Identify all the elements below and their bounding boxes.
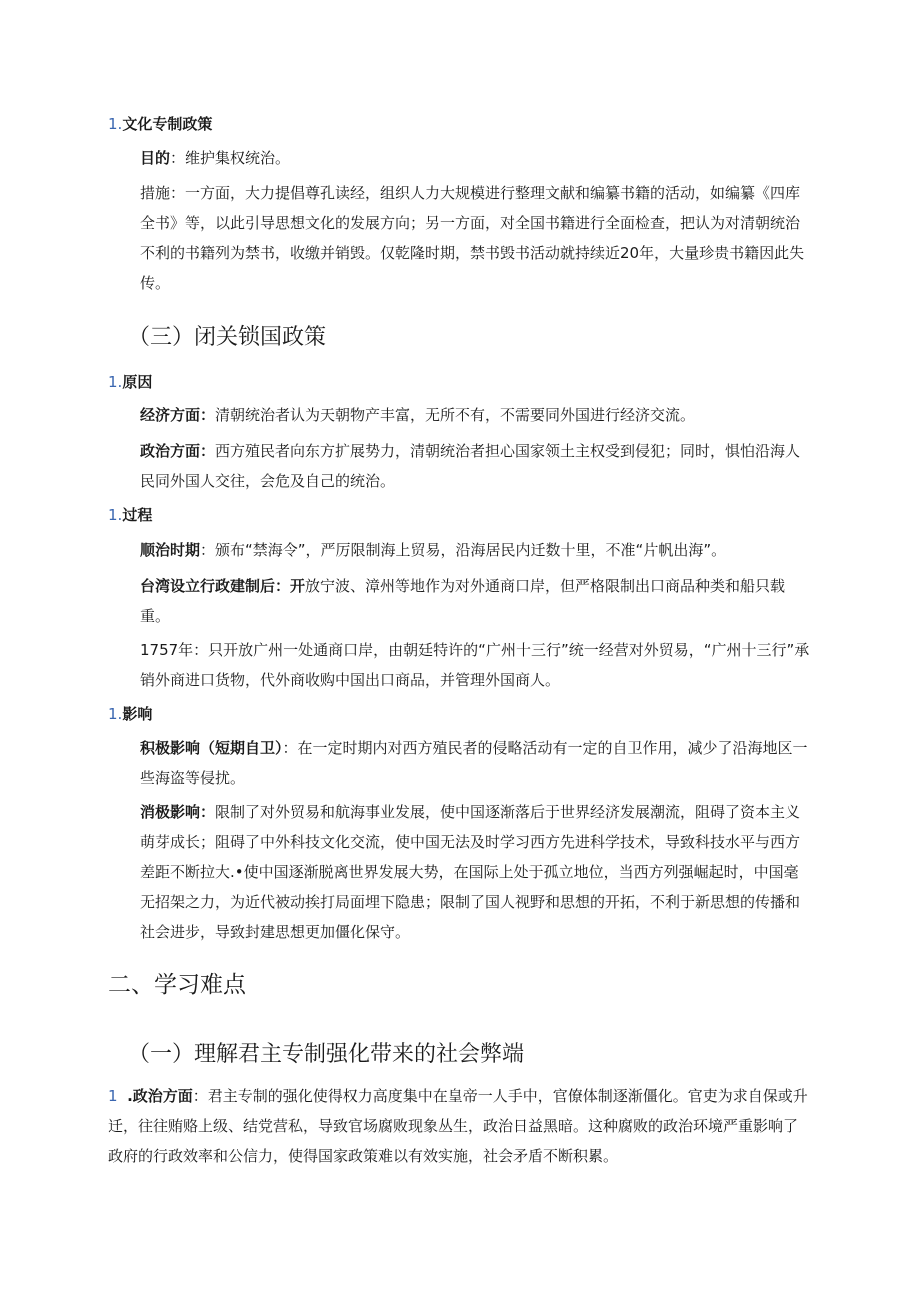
negative-impact-label: 消极影响： [140, 803, 216, 821]
impact-heading [108, 703, 152, 725]
negative-impact-text: 限制了对外贸易和航海事业发展，使中国逐渐落后于世界经济发展潮流，阻碍了资本主义萌芽成长；阻碍了中外科技文化交流，使中国无法及时学习西方先进科学技术，导致科技水平与西方差距不断拉大.•使中国逐渐脱离世界发展大势，在国际上处于孤立地位，当西方列强崛起时，中国毫无招架之力，为近代被动挨打局面埋下隐患；限制了国人视野和思想的开拓，不利于新思想的传播和社会进步，导致封建思想更加僵化保守。 [140, 803, 801, 941]
positive-impact-text: ：在一定时期内对西方殖民者的侵略活动有一定的自卫作用，减少了沿海地区一些海盗等侵扰。 [140, 739, 808, 787]
year-1757-paragraph [140, 635, 812, 695]
list-number: 1. [108, 115, 123, 133]
cause-title: 原因 [122, 373, 153, 391]
section-title: 文化专制政策 [122, 115, 213, 133]
process-heading [108, 504, 152, 526]
list-number: 1 [108, 1087, 118, 1105]
difficulty-subheading: （一）理解君主专制强化带来的社会弊端 [128, 1042, 525, 1067]
political-label: 政治方面： [140, 442, 216, 460]
closed-door-policy-heading: （三）闭关锁国政策 [128, 325, 327, 350]
political-difficulty-text: ：君主专制的强化使得权力高度集中在皇帝一人手中，官僚体制逐渐僵化。官吏为求自保或升迁，往往贿赂上级、结党营私，导致官场腐败现象丛生，政治日益黑暗。这种腐败的政治环境严重影响了政府的行政效率和公信力，使得国家政策难以有效实施，社会矛盾不断积累。 [108, 1087, 808, 1165]
positive-impact-label: 积极影响（短期自卫） [140, 739, 283, 757]
impact-title: 影响 [122, 705, 153, 723]
political-cause-paragraph [140, 436, 810, 496]
list-number: 1. [108, 506, 123, 524]
learning-difficulties-heading: 二、学习难点 [108, 972, 246, 998]
section-cultural-policy-heading [108, 113, 212, 135]
positive-impact-paragraph [140, 733, 812, 793]
political-difficulty-paragraph [108, 1081, 808, 1171]
economic-text: 清朝统治者认为天朝物产丰富，无所不有，不需要同外国进行经济交流。 [215, 406, 696, 424]
political-difficulty-label: .政治方面 [127, 1087, 193, 1105]
list-number: 1. [108, 705, 123, 723]
process-title: 过程 [122, 506, 153, 524]
measure-paragraph [140, 178, 812, 298]
political-text: 西方殖民者向东方扩展势力，清朝统治者担心国家领土主权受到侵犯；同时，惧怕沿海人民同外国人交往，会危及自己的统治。 [140, 442, 801, 490]
goal-label: 目的 [140, 149, 171, 167]
goal-paragraph [140, 143, 810, 173]
measure-label: 措施 [140, 184, 171, 202]
shunzhi-label: 顺治时期 [140, 541, 201, 559]
list-number: 1. [108, 373, 123, 391]
negative-impact-paragraph [140, 797, 812, 947]
taiwan-label: 台湾设立行政建制后：开 [140, 577, 306, 595]
taiwan-text: 放宁波、漳州等地作为对外通商口岸，但严格限制出口商品种类和船只载重。 [140, 577, 786, 625]
taiwan-paragraph [140, 571, 812, 631]
economic-label: 经济方面： [140, 406, 216, 424]
year-1757-text: 1757年：只开放广州一处通商口岸，由朝廷特许的“广州十三行”统一经营对外贸易，“广州十三行”承销外商进口货物，代外商收购中国出口商品，并管理外国商人。 [140, 641, 810, 689]
shunzhi-paragraph [140, 535, 810, 565]
cause-heading [108, 371, 152, 393]
shunzhi-text: ：颁布“禁海令”，严厉限制海上贸易，沿海居民内迁数十里，不准“片帆出海”。 [200, 541, 727, 559]
goal-text: ：维护集权统治。 [170, 149, 291, 167]
economic-cause-paragraph [140, 400, 810, 430]
measure-text: ：一方面，大力提倡尊孔读经，组织人力大规模进行整理文献和编纂书籍的活动，如编纂《四库全书》等，以此引导思想文化的发展方向；另一方面，对全国书籍进行全面检查，把认为对清朝统治不利的书籍列为禁书，收缴并销毁。仅乾隆时期，禁书毁书活动就持续近20年，大量珍贵书籍因此失传。 [140, 184, 805, 292]
